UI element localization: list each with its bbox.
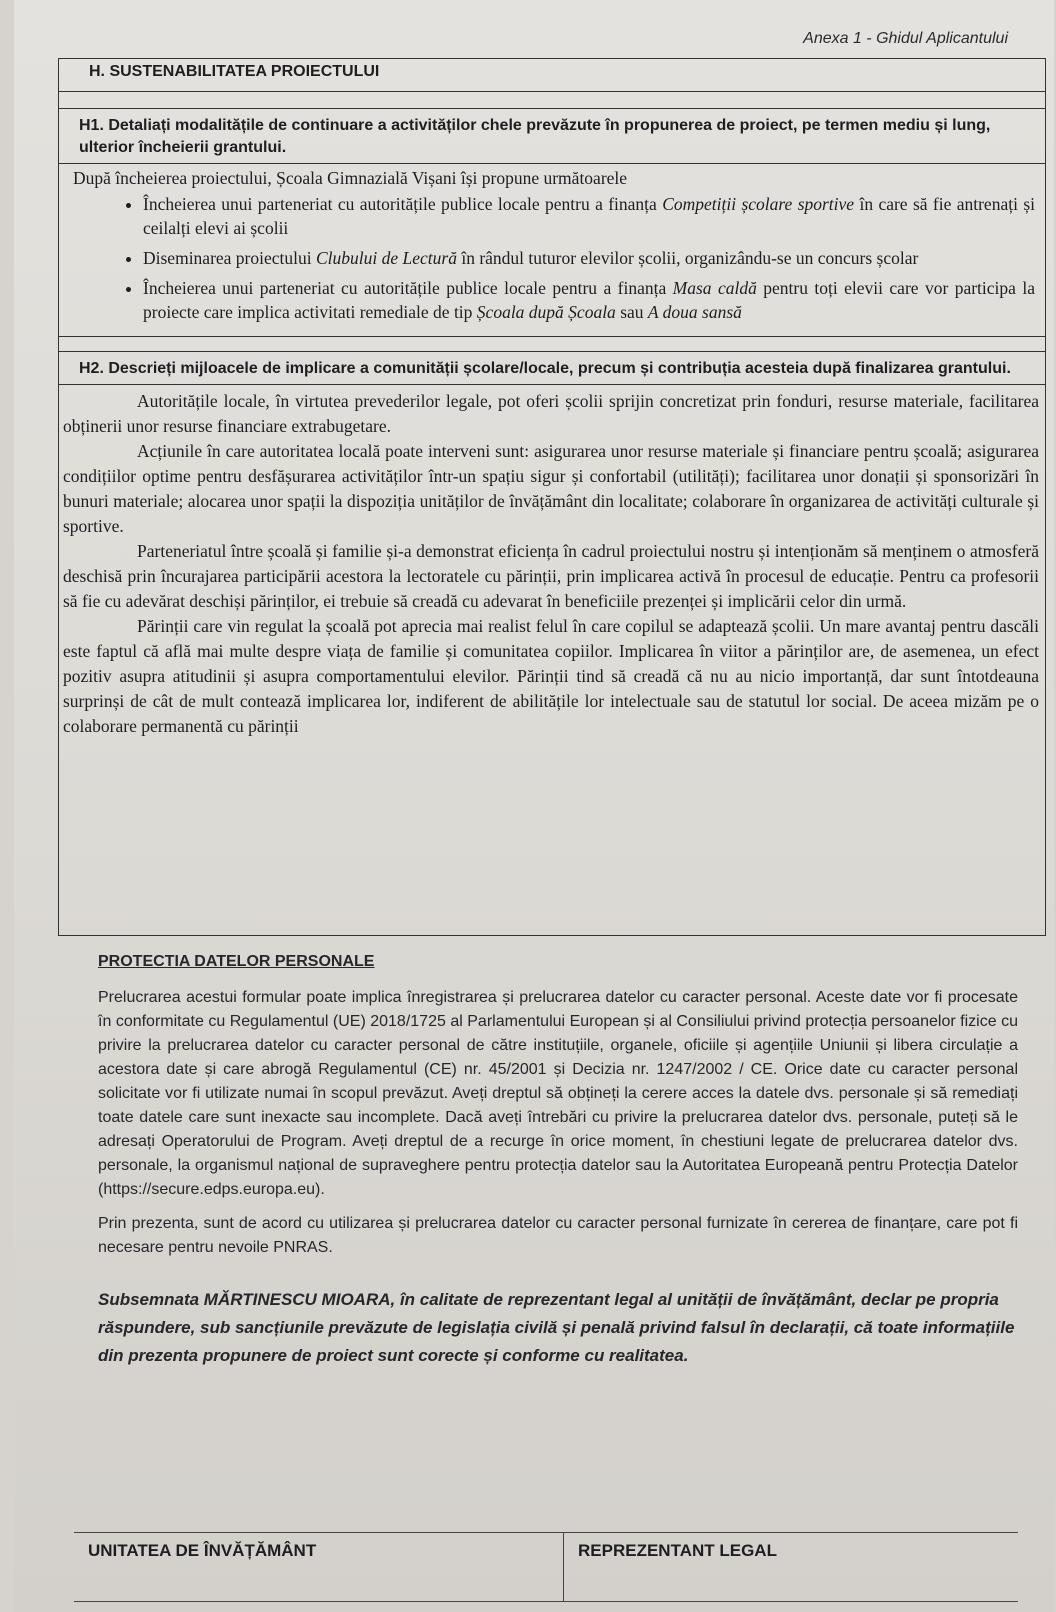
- h1-bullet-list: [73, 192, 1035, 324]
- h2-question: H2. Descrieți mijloacele de implicare a comunității școlare/locale, precum și contribuția acesteia după finalizarea grantului.: [59, 352, 1045, 385]
- legal-representative-label: REPREZENTANT LEGAL: [578, 1541, 777, 1560]
- signature-table: [74, 1532, 1018, 1602]
- list-item: • Încheierea unui parteneriat cu autoritățile publice locale pentru a finanța Competiții școlare sportive în care să fie antrenați și ceilalți elevi ai școlii: [143, 192, 1035, 240]
- section-title: H. SUSTENABILITATEA PROIECTULUI: [59, 59, 1045, 92]
- gdpr-title: PROTECTIA DATELOR PERSONALE: [98, 953, 375, 970]
- sustainability-form: [58, 58, 1046, 936]
- h2-paragraph: Părinții care vin regulat la școală pot aprecia mai realist felul în care copilul se adaptează școlii. Un mare avantaj pentru dascăli este faptul că află mai multe despre viața de familie și comunitatea copiilor. Implicarea în viitor a părinților are, de asemenea, un efect pozitiv asupra atitudinii și asupra comportamentului elevilor. Părinții tind să creadă că nu au nicio importanță, dar sunt întotdeauna surprinși de cât de mult contează implicarea lor, indiferent de abilitățile lor intelectuale sau de statutul lor social. De aceea mizăm pe o colaborare permanentă cu părinții: [63, 616, 1039, 736]
- annex-header: Anexa 1 - Ghidul Aplicantului: [803, 30, 1008, 47]
- document-page: [14, 0, 1054, 1612]
- h2-paragraph: Acțiunile în care autoritatea locală poate interveni sunt: asigurarea unor resurse materiale și financiare pentru școală; asigurarea condițiilor optime pentru desfășurarea activităților într-un spațiu sigur și confortabil (utilități); facilitarea unor donații și sponsorizări în bunuri materiale; alocarea unor spații la dispoziția unităților de învățământ din localitate; colaborare în organizarea de activități culturale și sportive.: [63, 441, 1039, 536]
- h2-paragraph: Parteneriatul între școală și familie și-a demonstrat eficiența în cadrul proiectului nostru și intenționăm să menținem o atmosferă deschisă prin încurajarea participării acestora la lectoratele cu părinții, prin implicarea activă în procesul de educație. Pentru ca profesorii să fie cu adevărat deschiși părinților, ei trebuie să creadă cu adevarat în beneficiile prezenței și implicării celor din urmă.: [63, 541, 1039, 611]
- consent-paragraph: Prin prezenta, sunt de acord cu utilizarea și prelucrarea datelor cu caracter personal furnizate în cererea de finanțare, care pot fi necesare pentru nevoile PNRAS.: [98, 1215, 1018, 1256]
- h2-answer: [59, 385, 1045, 743]
- h1-answer: [59, 164, 1045, 337]
- list-item: • Încheierea unui parteneriat cu autoritățile publice locale pentru a finanța Masa caldă pentru toți elevii care vor participa la proiecte care implica activitati remediale de tip Școala după Școala sau A doua sansă: [143, 276, 1035, 324]
- data-protection-section: [98, 950, 1018, 1370]
- gdpr-paragraph: Prelucrarea acestui formular poate implica înregistrarea și prelucrarea datelor cu caracter personal. Aceste date vor fi procesate în conformitate cu Regulamentul (UE) 2018/1725 al Parlamentului European și al Consiliului privind protecția persoanelor fizice cu privire la prelucrarea datelor cu caracter personal de către instituțiile, organele, oficiile și agențiile Uniunii și libera circulație a acestora date și care abrogă Regulamentul (CE) nr. 45/2001 și Decizia nr. 1247/2002 / CE. Orice date cu caracter personal solicitate vor fi utilizate numai în scopul prevăzut. Aveți dreptul să obțineți la cerere acces la datele dvs. personale și să remediați toate datele care sunt inexacte sau incomplete. Dacă aveți întrebări cu privire la prelucrarea datelor dvs. personale, puteți să le adresați Operatorului de Program. Aveți dreptul de a recurge în orice moment, în chestiuni legate de prelucrarea datelor dvs. personale, la organismul național de supraveghere pentru protecția datelor sau la Autoritatea Europeană pentru Protecția Datelor (https://secure.edps.europa.eu).: [98, 989, 1018, 1198]
- legal-declaration: Subsemnata MĂRTINESCU MIOARA, în calitate de reprezentant legal al unității de învățământ, declar pe propria răspundere, sub sancțiunile prevăzute de legislația civilă și penală privind falsul în declarații, că toate informațiile din prezenta propunere de proiect sunt corecte și conforme cu realitatea.: [98, 1290, 1015, 1365]
- h1-question: H1. Detaliați modalitățile de continuare a activităților chele prevăzute în propunerea de proiect, pe termen mediu și lung, ulterior încheierii grantului.: [59, 109, 1045, 164]
- edps-link[interactable]: https://secure.edps.europa.eu: [103, 1181, 316, 1198]
- list-item: • Diseminarea proiectului Clubului de Lectură în rândul tuturor elevilor școlii, organizându-se un concurs școlar: [143, 246, 1035, 270]
- spacer-row: [59, 92, 1045, 109]
- school-unit-label: UNITATEA DE ÎNVĂȚĂMÂNT: [74, 1533, 564, 1601]
- spacer-row: [59, 337, 1045, 352]
- h2-paragraph: Autoritățile locale, în virtutea prevederilor legale, pot oferi școlii sprijin concretizat prin fonduri, resurse materiale, facilitarea obținerii unor resurse financiare extrabugetare.: [63, 391, 1039, 436]
- h1-intro: După încheierea proiectului, Școala Gimnazială Vișani își propune următoarele: [73, 168, 628, 188]
